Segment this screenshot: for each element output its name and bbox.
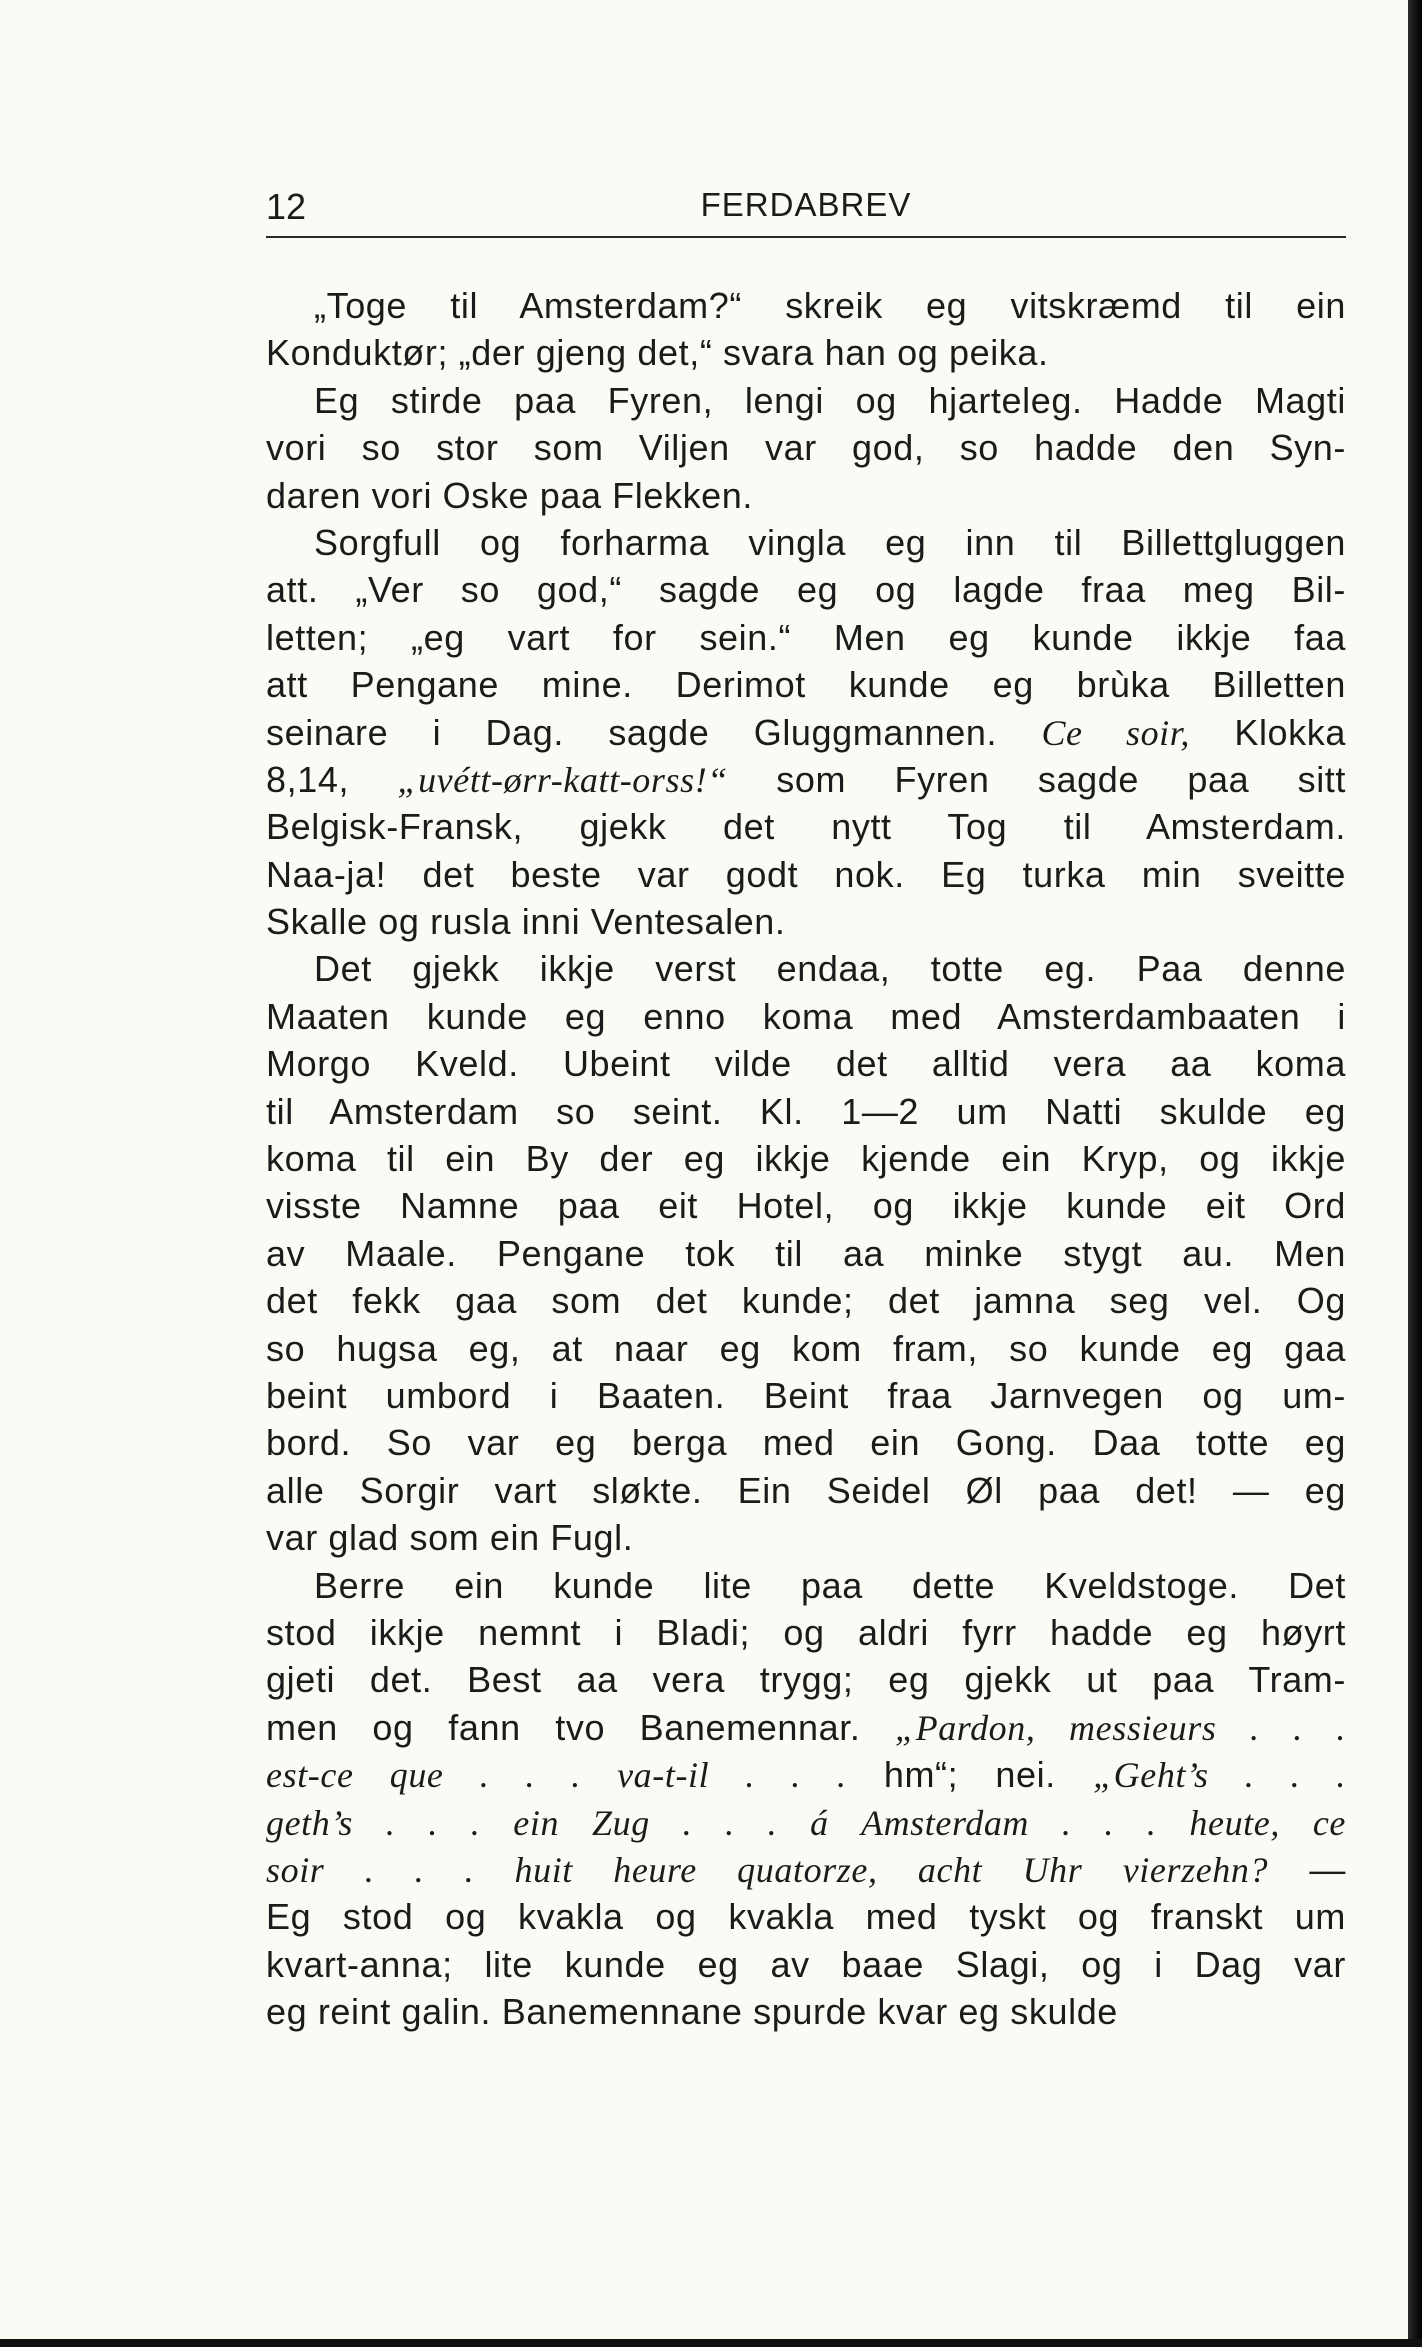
paragraph — [266, 1562, 1346, 2036]
running-title: FERDABREV — [700, 186, 912, 223]
text-line — [266, 1419, 1346, 1466]
text-segment: — — [1268, 1848, 1346, 1890]
text-line — [266, 709, 1346, 756]
italic-segment: „uvétt-ørr-katt-orss!“ — [397, 759, 728, 800]
text-line — [266, 614, 1346, 661]
text-segment: Skalle og rusla inni Ventesalen. — [266, 901, 786, 943]
text-line — [266, 1088, 1346, 1135]
text-segment: var glad som ein Fugl. — [266, 1517, 634, 1559]
italic-segment: „Pardon, messieurs . . . — [895, 1707, 1346, 1748]
text-segment: Naa-ja! det beste var godt nok. Eg turka min sveitte — [266, 853, 1346, 895]
text-line — [266, 1846, 1346, 1893]
text-segment: det fekk gaa som det kunde; det jamna seg vel. Og — [266, 1280, 1346, 1322]
text-line — [266, 1988, 1346, 2035]
text-segment: 8,14, — [266, 758, 398, 800]
text-line — [266, 756, 1346, 803]
text-segment: Belgisk-Fransk, gjekk det nytt Tog til Amsterdam. — [266, 806, 1346, 848]
text-segment: alle Sorgir vart sløkte. Ein Seidel Øl paa det! — eg — [266, 1469, 1346, 1511]
text-line — [266, 1325, 1346, 1372]
text-segment: seinare i Dag. sagde Gluggmannen. — [266, 711, 1042, 753]
text-line — [266, 1941, 1346, 1988]
text-segment: Klokka — [1190, 711, 1346, 753]
text-segment: letten; „eg vart for sein.“ Men eg kunde ikkje faa — [266, 616, 1346, 658]
text-segment: Morgo Kveld. Ubeint vilde det alltid vera aa koma — [266, 1043, 1346, 1085]
text-line — [266, 1230, 1346, 1277]
text-segment: Berre ein kunde lite paa dette Kveldstoge. Det — [314, 1564, 1346, 1606]
book-page — [266, 180, 1346, 2035]
text-line — [266, 377, 1346, 424]
text-segment: Det gjekk ikkje verst endaa, totte eg. Paa denne — [314, 948, 1346, 990]
text-line — [266, 898, 1346, 945]
text-segment: att Pengane mine. Derimot kunde eg brùka Billetten — [266, 664, 1346, 706]
text-segment: Maaten kunde eg enno koma med Amsterdambaaten i — [266, 995, 1346, 1037]
text-line — [266, 519, 1346, 566]
paragraph — [266, 519, 1346, 946]
italic-segment: „Geht’s . . . — [1093, 1755, 1346, 1796]
text-line — [266, 1372, 1346, 1419]
text-line — [266, 851, 1346, 898]
page-header — [266, 180, 1346, 238]
text-line — [266, 1656, 1346, 1703]
text-segment: eg reint galin. Banemennane spurde kvar eg skulde — [266, 1991, 1118, 2033]
text-segment: stod ikkje nemnt i Bladi; og aldri fyrr hadde eg høyrt — [266, 1611, 1346, 1653]
text-segment: til Amsterdam so seint. Kl. 1—2 um Natti skulde eg — [266, 1090, 1346, 1132]
text-line — [266, 993, 1346, 1040]
text-segment: av Maale. Pengane tok til aa minke stygt au. Men — [266, 1232, 1346, 1274]
paragraph — [266, 377, 1346, 519]
text-segment: gjeti det. Best aa vera trygg; eg gjekk ut paa Tram- — [266, 1659, 1346, 1701]
text-segment: men og fann tvo Banemennar. — [266, 1706, 895, 1748]
body-text — [266, 282, 1346, 2035]
text-segment: Sorgfull og forharma vingla eg inn til Billettgluggen — [314, 521, 1346, 563]
text-line — [266, 282, 1346, 329]
text-line — [266, 945, 1346, 992]
text-segment: vori so stor som Viljen var god, so hadde den Syn- — [266, 427, 1346, 469]
text-line — [266, 803, 1346, 850]
text-segment: visste Namne paa eit Hotel, og ikkje kunde eit Ord — [266, 1185, 1346, 1227]
text-segment: so hugsa eg, at naar eg kom fram, so kunde eg gaa — [266, 1327, 1346, 1369]
text-line — [266, 1562, 1346, 1609]
scan-edge-bottom — [0, 2339, 1422, 2347]
page-number: 12 — [266, 186, 307, 227]
text-line — [266, 1040, 1346, 1087]
italic-segment: est-ce que . . . va-t-il . . . — [266, 1755, 847, 1796]
text-segment: daren vori Oske paa Flekken. — [266, 474, 754, 516]
text-segment: Eg stod og kvakla og kvakla med tyskt og franskt um — [266, 1896, 1346, 1938]
text-segment: som Fyren sagde paa sitt — [727, 758, 1346, 800]
text-line — [266, 1135, 1346, 1182]
italic-segment: Ce soir, — [1041, 712, 1190, 753]
italic-segment: geth’s . . . ein Zug . . . á Amsterdam . . . heute, ce — [266, 1802, 1346, 1843]
text-line — [266, 1893, 1346, 1940]
paragraph — [266, 282, 1346, 377]
text-line — [266, 566, 1346, 613]
text-line — [266, 424, 1346, 471]
text-segment: „Toge til Amsterdam?“ skreik eg vitskræmd til ein — [314, 285, 1346, 326]
text-line — [266, 1182, 1346, 1229]
text-segment: Eg stirde paa Fyren, lengi og hjarteleg. Hadde Magti — [314, 379, 1346, 421]
text-line — [266, 1609, 1346, 1656]
text-segment: att. „Ver so god,“ sagde eg og lagde fraa meg Bil- — [266, 569, 1346, 611]
paragraph — [266, 945, 1346, 1561]
text-segment: Konduktør; „der gjeng det,“ svara han og peika. — [266, 332, 1049, 374]
text-line — [266, 329, 1346, 376]
text-line — [266, 1514, 1346, 1561]
text-segment: hm“; nei. — [846, 1754, 1094, 1796]
scan-edge-right — [1408, 0, 1422, 2347]
text-line — [266, 1751, 1346, 1798]
text-line — [266, 1467, 1346, 1514]
text-line — [266, 1799, 1346, 1846]
italic-segment: soir . . . huit heure quatorze, acht Uhr vierzehn? — [266, 1849, 1269, 1890]
text-line — [266, 472, 1346, 519]
text-line — [266, 1704, 1346, 1751]
text-segment: kvart-anna; lite kunde eg av baae Slagi, og i Dag var — [266, 1943, 1346, 1985]
text-line — [266, 661, 1346, 708]
text-segment: bord. So var eg berga med ein Gong. Daa totte eg — [266, 1422, 1346, 1464]
text-line — [266, 1277, 1346, 1324]
text-segment: beint umbord i Baaten. Beint fraa Jarnvegen og um- — [266, 1374, 1346, 1416]
text-segment: koma til ein By der eg ikkje kjende ein Kryp, og ikkje — [266, 1138, 1346, 1180]
